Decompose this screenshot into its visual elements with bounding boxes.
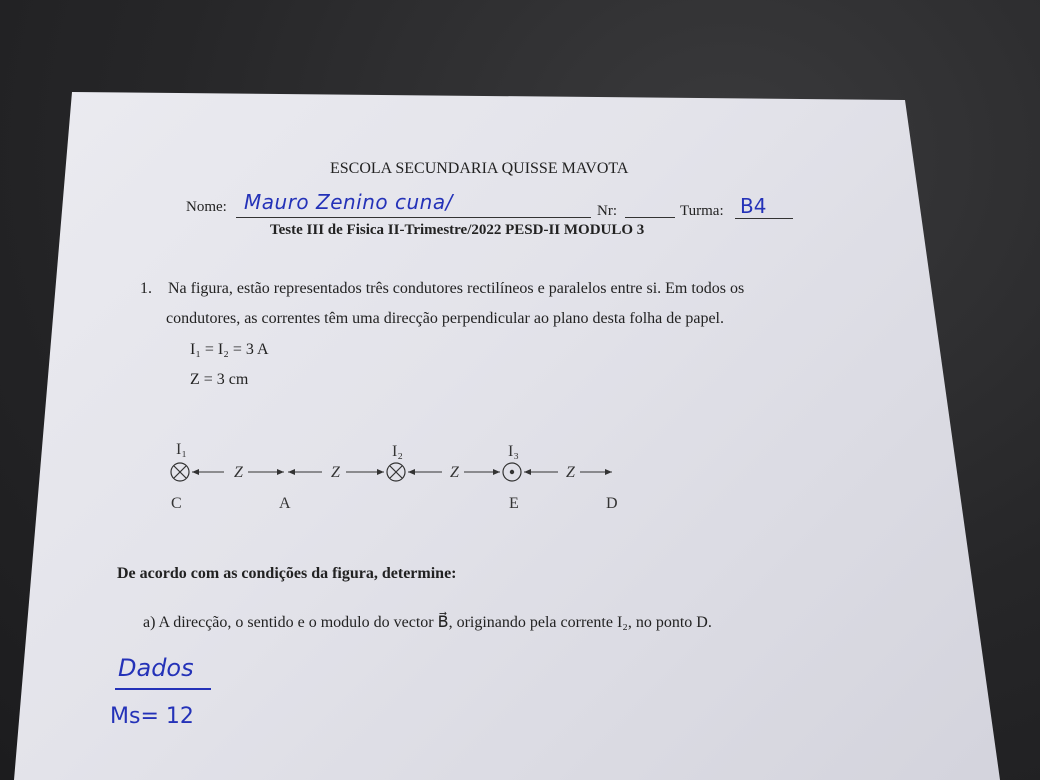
nome-underline	[236, 217, 591, 218]
point-label-a: A	[279, 495, 291, 512]
question-text-line-1: Na figura, estão representados três condutores rectilíneos e paralelos entre si. Em todos os	[168, 280, 745, 297]
nr-underline	[625, 217, 675, 218]
conductor-into-page-icon	[387, 463, 405, 481]
student-name-handwritten: Mauro Zenino cuna/	[244, 190, 453, 214]
question-text-line-2: condutores, as correntes têm uma direcção perpendicular ao plano desta folha de papel.	[166, 310, 724, 327]
given-distance: Z = 3 cm	[190, 371, 249, 388]
conductor-into-page-icon	[171, 463, 189, 481]
handwritten-ms: Ms= 12	[110, 704, 194, 729]
point-label-e: E	[509, 495, 519, 512]
section-instruction: De acordo com as condições da figura, determine:	[117, 565, 457, 582]
turma-handwritten: B4	[740, 194, 767, 218]
question-number: 1.	[140, 280, 152, 297]
current-label-i2: I₂	[392, 443, 403, 460]
current-label-i1: I₁	[176, 441, 187, 458]
spacing-label: Z	[331, 464, 340, 481]
spacing-label: Z	[450, 464, 459, 481]
school-name: ESCOLA SECUNDARIA QUISSE MAVOTA	[330, 160, 629, 177]
conductors-figure	[160, 436, 640, 516]
nome-label: Nome:	[186, 199, 227, 215]
test-title: Teste III de Fisica II-Trimestre/2022 PESD-II MODULO 3	[270, 222, 645, 238]
handwritten-dados: Dados	[118, 654, 194, 682]
turma-underline	[735, 218, 793, 219]
given-currents: I₁ = I₂ = 3 A	[190, 341, 269, 358]
point-label-c: C	[171, 495, 182, 512]
item-a-text: a) A direcção, o sentido e o modulo do vector B⃗, originando pela corrente I₂, no ponto D.	[143, 614, 712, 631]
spacing-label: Z	[234, 464, 243, 481]
nr-label: Nr:	[597, 203, 617, 219]
current-label-i3: I₃	[508, 443, 519, 460]
turma-label: Turma:	[680, 203, 724, 219]
conductor-out-of-page-icon	[503, 463, 521, 481]
spacing-label: Z	[566, 464, 575, 481]
handwritten-underline	[115, 688, 211, 690]
point-label-d: D	[606, 495, 618, 512]
